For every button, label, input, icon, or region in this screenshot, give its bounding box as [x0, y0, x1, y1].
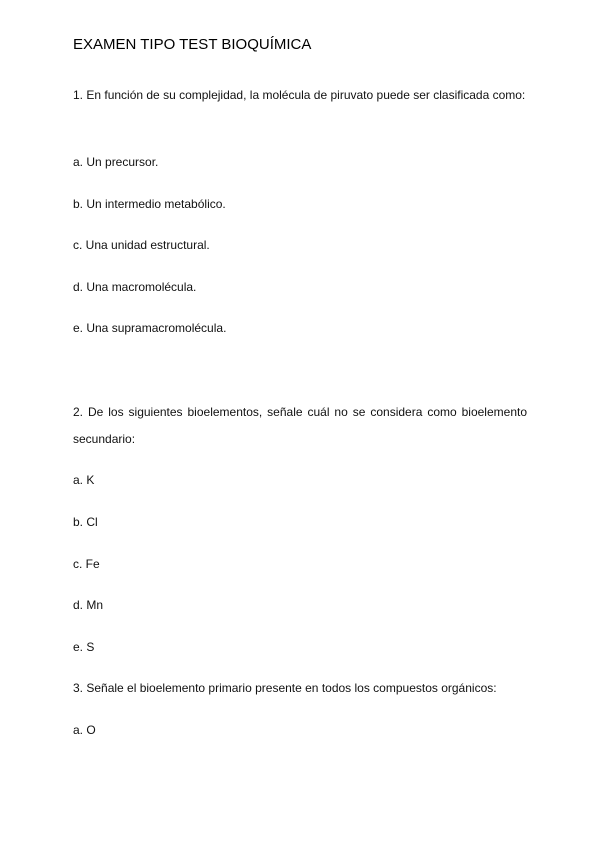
- question-2-option-b: b. Cl: [73, 515, 98, 529]
- question-1-option-c: c. Una unidad estructural.: [73, 238, 210, 252]
- question-1-option-e: e. Una supramacromolécula.: [73, 321, 227, 335]
- question-2-option-c: c. Fe: [73, 557, 100, 571]
- question-2-option-e: e. S: [73, 640, 95, 654]
- question-1-option-a: a. Un precursor.: [73, 155, 159, 169]
- question-3-text: 3. Señale el bioelemento primario presente en todos los compuestos orgánicos:: [73, 681, 497, 695]
- question-2-text: 2. De los siguientes bioelementos, señale cuál no se considera como bioelemento secundario:: [73, 405, 527, 446]
- document-title: EXAMEN TIPO TEST BIOQUÍMICA: [73, 36, 312, 53]
- question-2-option-a: a. K: [73, 473, 95, 487]
- question-1-option-b: b. Un intermedio metabólico.: [73, 197, 226, 211]
- question-1-text: 1. En función de su complejidad, la molécula de piruvato puede ser clasificada como:: [73, 88, 526, 102]
- question-1-option-d: d. Una macromolécula.: [73, 280, 197, 294]
- question-2-option-d: d. Mn: [73, 598, 104, 612]
- question-3-option-a: a. O: [73, 723, 96, 737]
